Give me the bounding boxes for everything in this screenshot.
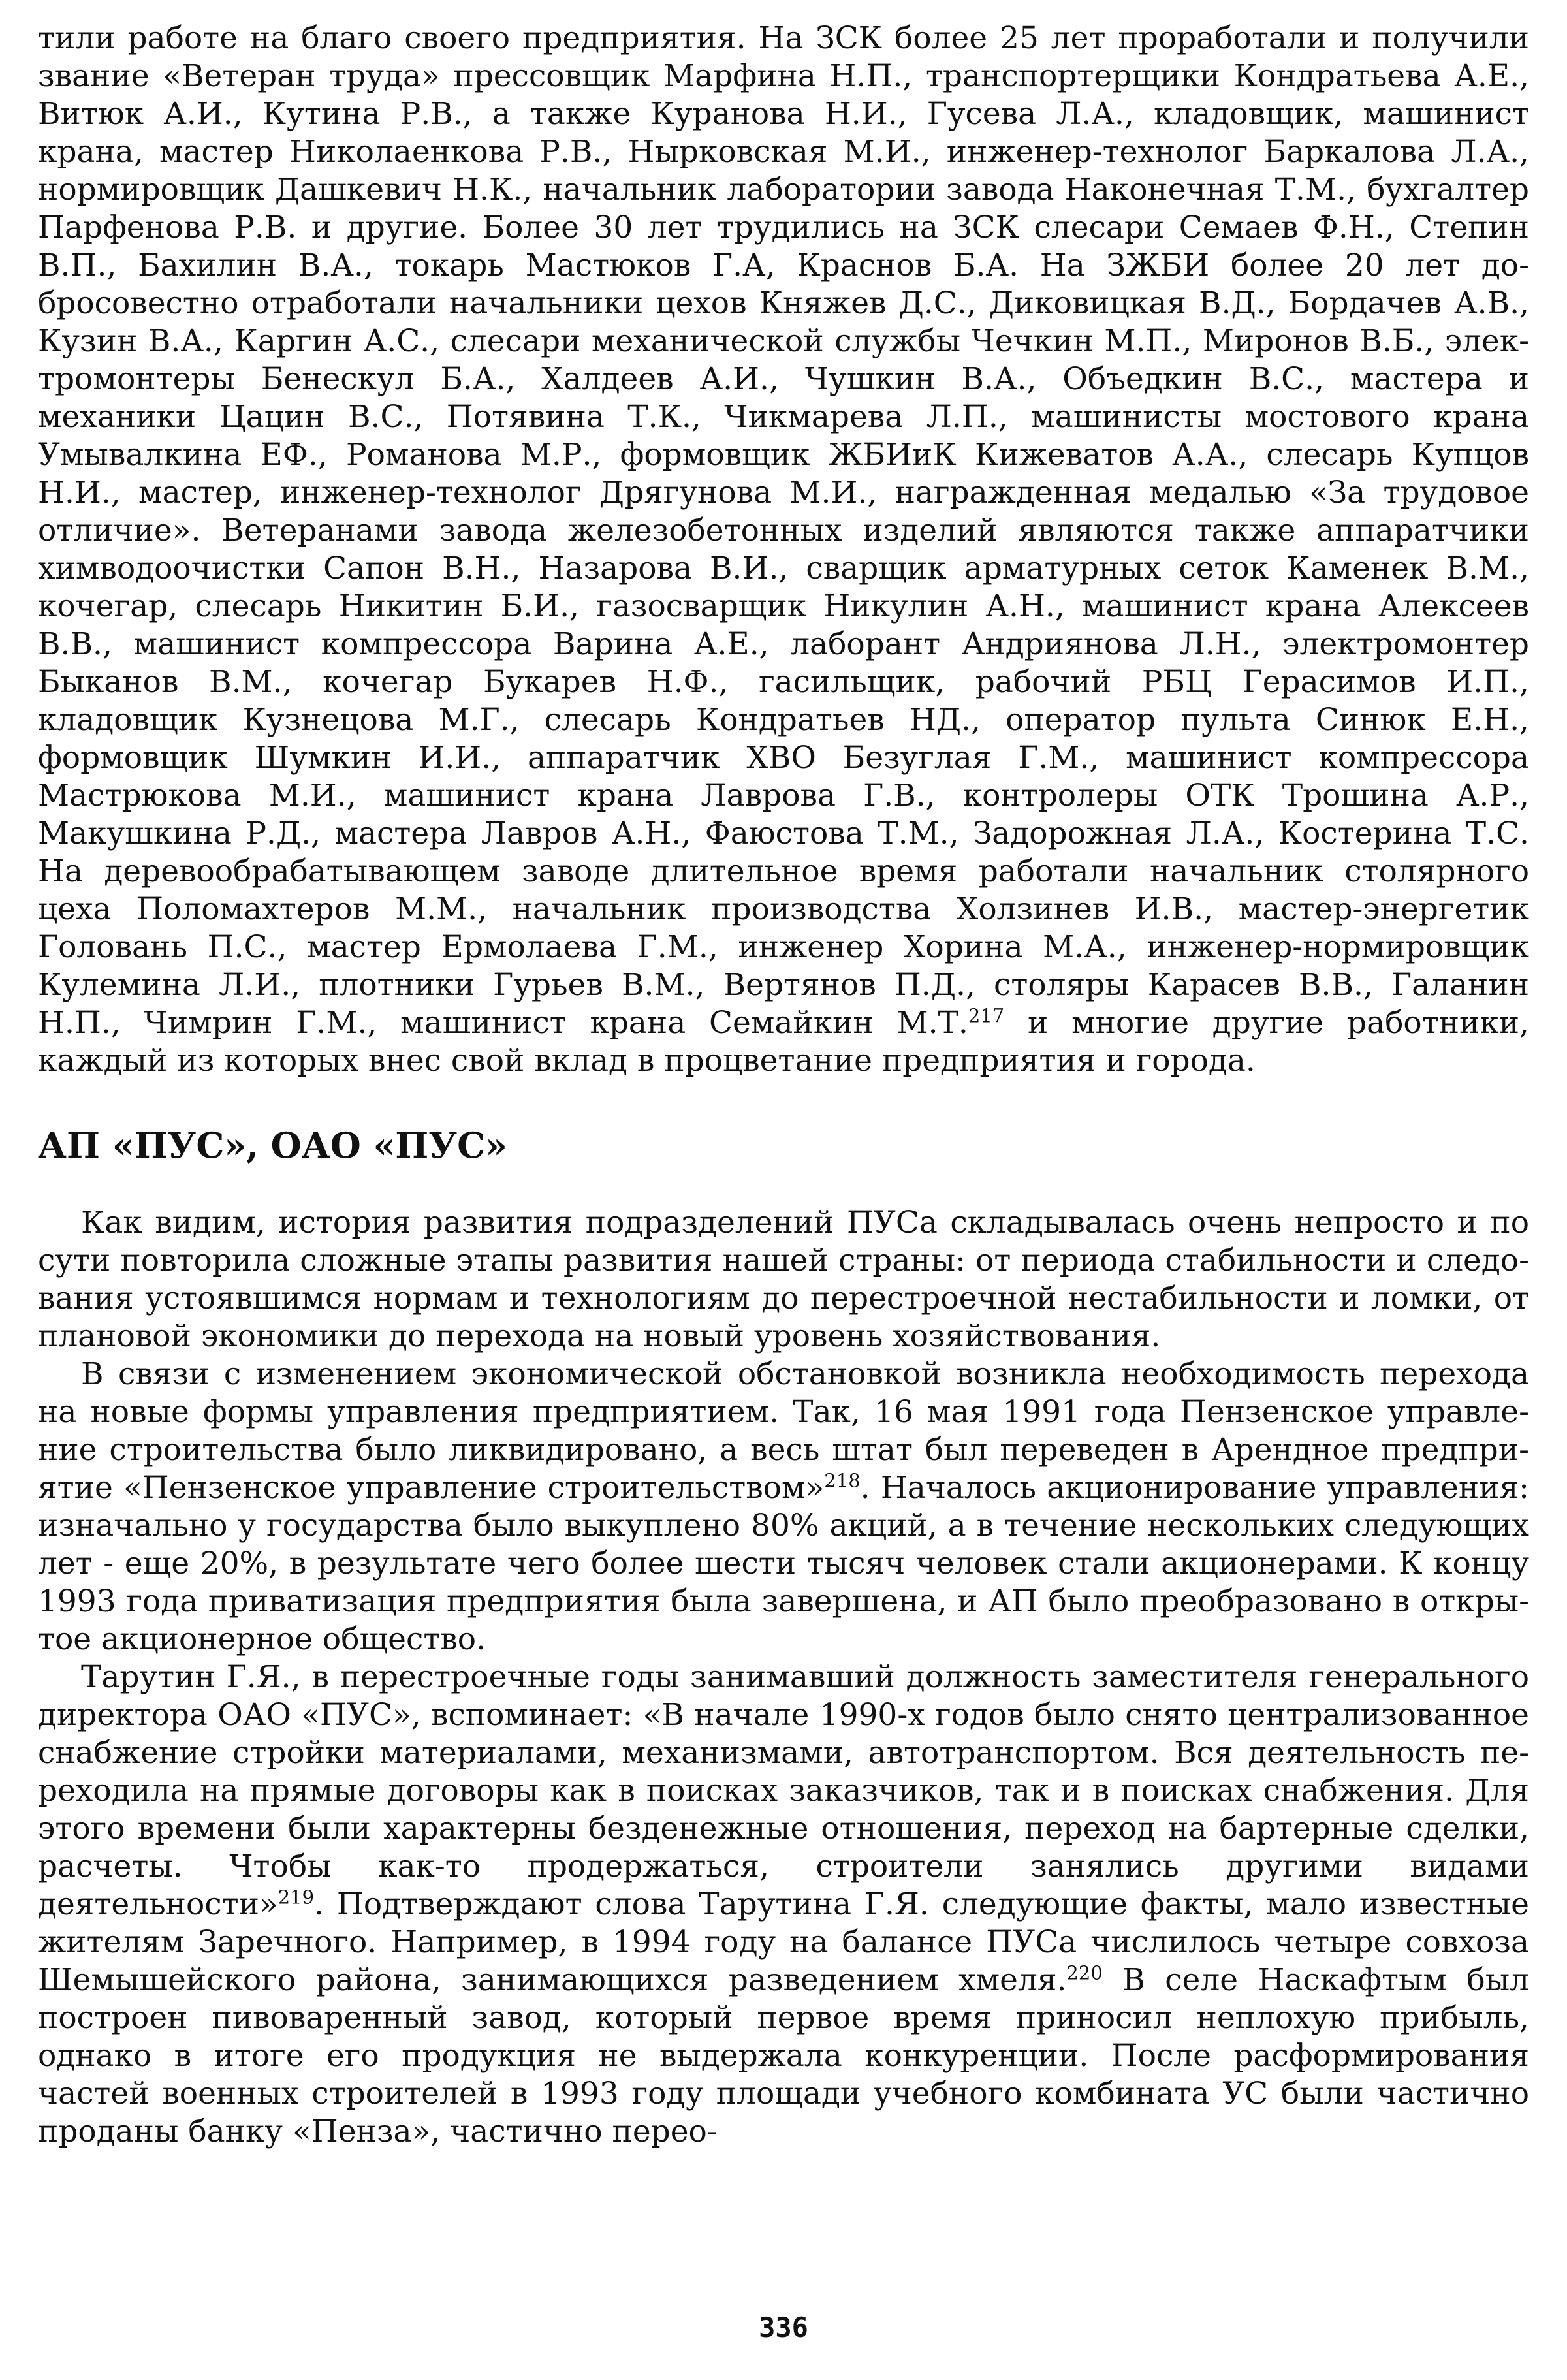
paragraph-text: В селе Наскафтым был построен пивоваренный завод, который первое время приносил неплохую прибыль, однако в итоге его продукция не выдержала конкуренции. После расформирования частей военных строителей в 1993 году площади учебного комбината УС были частично проданы банку «Пенза», частично перео- [38,1962,1529,2150]
footnote-marker[interactable]: 219 [277,1886,315,1909]
body-paragraph [38,1658,1529,2151]
paragraph-text: . Подтверждают слова Тарутина Г.Я. следующие факты, мало известные жителям Заречного. Например, в 1994 году на балансе ПУСа числилось четыре совхоза Шемышейского района, занимающихся разведением хмеля. [38,1886,1529,1998]
paragraph-text: Тарутин Г.Я., в перестроечные годы занимавший должность заместителя генерального директора ОАО «ПУС», вспоминает: «В начале 1990-х годов было снято централизованное снабжение стройки материалами, механизмами, автотранспортом. Вся деятельность переходила на прямые договоры как в поисках заказчиков, так и в поисках снабжения. Для этого времени были характерны безденежные отношения, переход на бартерные сделки, расчеты. Чтобы как-то продержаться, строители занялись другими видами деятельности» [38,1659,1529,1922]
paragraph-text: . Началось акционирование управления: изначально у государства было выкуплено 80% акций, а в течение нескольких следующих лет - еще 20%, в результате чего более шести тысяч человек стали акционерами. К концу 1993 года приватизация предприятия была завершена, и АП было преобразовано в открытое акционерное общество. [38,1470,1529,1657]
body-paragraph [38,1356,1529,1658]
footnote-marker[interactable]: 218 [824,1469,861,1492]
paragraph-text: Как видим, история развития подразделений ПУСа складывалась очень непросто и по сути повторила сложные этапы развития нашей страны: от периода стабильности и следования устоявшимся нормам и технологиям до перестроечной нестабильности и ломки, от плановой экономики до перехода на новый уровень хозяйствования. [38,1205,1529,1354]
paragraph-text: В связи с изменением экономической обстановкой возникла необходимость перехода на новые формы управления предприятием. Так, 16 мая 1991 года Пензенское управление строительства было ликвидировано, а весь штат был переведен в Арендное предприятие «Пензенское управление строительством» [38,1356,1529,1506]
section-heading: АП «ПУС», ОАО «ПУС» [38,1124,507,1166]
body-paragraph [38,1204,1529,1356]
footnote-marker[interactable]: 217 [968,1004,1005,1027]
paragraph-text: тили работе на благо своего предприятия. На ЗСК более 25 лет проработали и получили звание «Ветеран труда» прессовщик Марфина Н.П., транспортерщики Кондратьева А.Е., Витюк А.И., Кутина Р.В., а также Куранова Н.И., Гусева Л.А., кладовщик, машинист крана, мастер Николаенкова Р.В., Нырковская М.И., инженер-технолог Баркалова Л.А., нормировщик Дашкевич Н.К., начальник лаборатории завода Наконечная Т.М., бухгалтер Парфенова Р.В. и другие. Более 30 лет трудились на ЗСК слесари Семаев Ф.Н., Степин В.П., Бахилин В.А., токарь Мастюков Г.А, Краснов Б.А. На ЗЖБИ более 20 лет добросовестно отработали начальники цехов Княжев Д.С., Диковицкая В.Д., Бордачев А.В., Кузин В.А., Каргин А.С., слесари механической службы Чечкин М.П., Миронов В.Б., электромонтеры Бенескул Б.А., Халдеев А.И., Чушкин В.А., Объедкин В.С., мастера и механики Цацин В.С., Потявина Т.К., Чикмарева Л.П., машинисты мостового крана Умывалкина ЕФ., Романова М.Р., формовщик ЖБИиК Кижеватов А.А., слесарь Купцов Н.И., мастер, инженер-технолог Дрягунова М.И., награжденная медалью «За трудовое отличие». Ветеранами завода железобетонных изделий являются также аппаратчики химводоочистки Сапон В.Н., Назарова В.И., сварщик арматурных сеток Каменек В.М., кочегар, слесарь Никитин Б.И., газосварщик Никулин А.Н., машинист крана Алексеев В.В., машинист компрессора Варина А.Е., лаборант Андриянова Л.Н., электромонтер Быканов В.М., кочегар Букарев Н.Ф., гасильщик, рабочий РБЦ Герасимов И.П., кладовщик Кузнецова М.Г., слесарь Кондратьев НД., оператор пульта Синюк Е.Н., формовщик Шумкин И.И., аппаратчик ХВО Безуглая Г.М., машинист компрессора Мастрюкова М.И., машинист крана Лаврова Г.В., контролеры ОТК Трошина А.Р., Макушкина Р.Д., мастера Лавров А.Н., Фаюстова Т.М., Задорожная Л.А., Костерина Т.С. На деревообрабатывающем заводе длительное время работали начальник столярного цеха Поломахтеров М.М., начальник производства Холзинев И.В., мастер-энергетик Головань П.С., мастер Ермолаева Г.М., инженер Хорина М.А., инженер-нормировщик Кулемина Л.И., плотники Гурьев В.М., Вертянов П.Д., столяры Карасев В.В., Галанин Н.П., Чимрин Г.М., машинист крана Семайкин М.Т. [38,20,1529,1041]
body-paragraph [38,20,1529,1080]
document-page [38,20,1529,2151]
page-number: 336 [759,2311,808,2343]
footnote-marker[interactable]: 220 [1066,1961,1103,1984]
paragraph-text: и многие другие работники, каждый из которых внес свой вклад в процветание предприятия и города. [38,1005,1530,1079]
